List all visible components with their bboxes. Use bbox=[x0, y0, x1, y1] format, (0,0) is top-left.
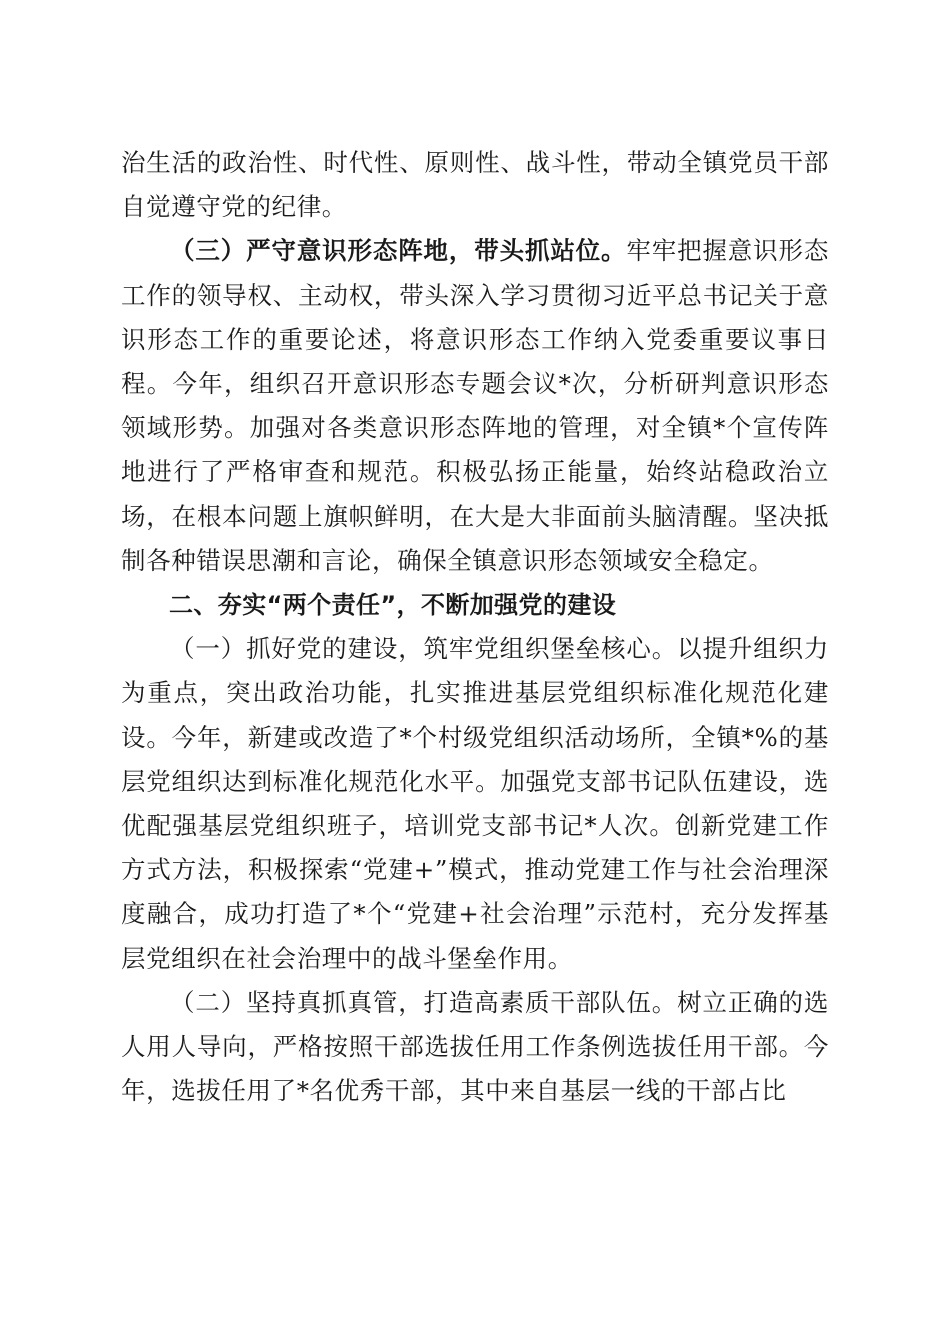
paragraph-party-building bbox=[121, 627, 829, 981]
paragraph-ideology-position bbox=[121, 229, 829, 583]
paragraph-lead-party-building: （一）抓好党的建设，筑牢党组织堡垒核心。 bbox=[170, 634, 678, 664]
paragraph-continuation: 治生活的政治性、时代性、原则性、战斗性，带动全镇党员干部自觉遵守党的纪律。 bbox=[121, 148, 829, 222]
section-heading-two-responsibilities: 二、夯实“两个责任”，不断加强党的建设 bbox=[169, 591, 617, 620]
paragraph-body-ideology: 牢牢把握意识形态工作的领导权、主动权，带头深入学习贯彻习近平总书记关于意识形态工作的重要论述，将意识形态工作纳入党委重要议事日程。今年，组织召开意识形态专题会议*次，分析研判意识形态领域形势。加强对各类意识形态阵地的管理，对全镇*个宣传阵地进行了严格审查和规范。积极弘扬正能量，始终站稳政治立场，在根本问题上旗帜鲜明，在大是大非面前头脑清醒。坚决抵制各种错误思潮和言论，确保全镇意识形态领域安全稳定。 bbox=[121, 236, 829, 575]
paragraph-body-party-building: 以提升组织力为重点，突出政治功能，扎实推进基层党组织标准化规范化建设。今年，新建或改造了*个村级党组织活动场所，全镇*%的基层党组织达到标准化规范化水平。加强党支部书记队伍建设，选优配强基层党组织班子，培训党支部书记*人次。创新党建工作方式方法，积极探索“党建+”模式，推动党建工作与社会治理深度融合，成功打造了*个“党建+社会治理”示范村，充分发挥基层党组织在社会治理中的战斗堡垒作用。 bbox=[121, 634, 830, 973]
paragraph-cadre-team bbox=[121, 981, 829, 1114]
paragraph-body-cadre-team: 树立正确的选人用人导向，严格按照干部选拔任用工作条例选拔任用干部。今年，选拔任用了*名优秀干部，其中来自基层一线的干部占比 bbox=[121, 987, 830, 1106]
paragraph-lead-cadre-team: （二）坚持真抓真管，打造高素质干部队伍。 bbox=[170, 987, 678, 1017]
document-body bbox=[121, 141, 829, 1113]
paragraph-lead-ideology: （三）严守意识形态阵地，带头抓站位。 bbox=[170, 236, 627, 266]
